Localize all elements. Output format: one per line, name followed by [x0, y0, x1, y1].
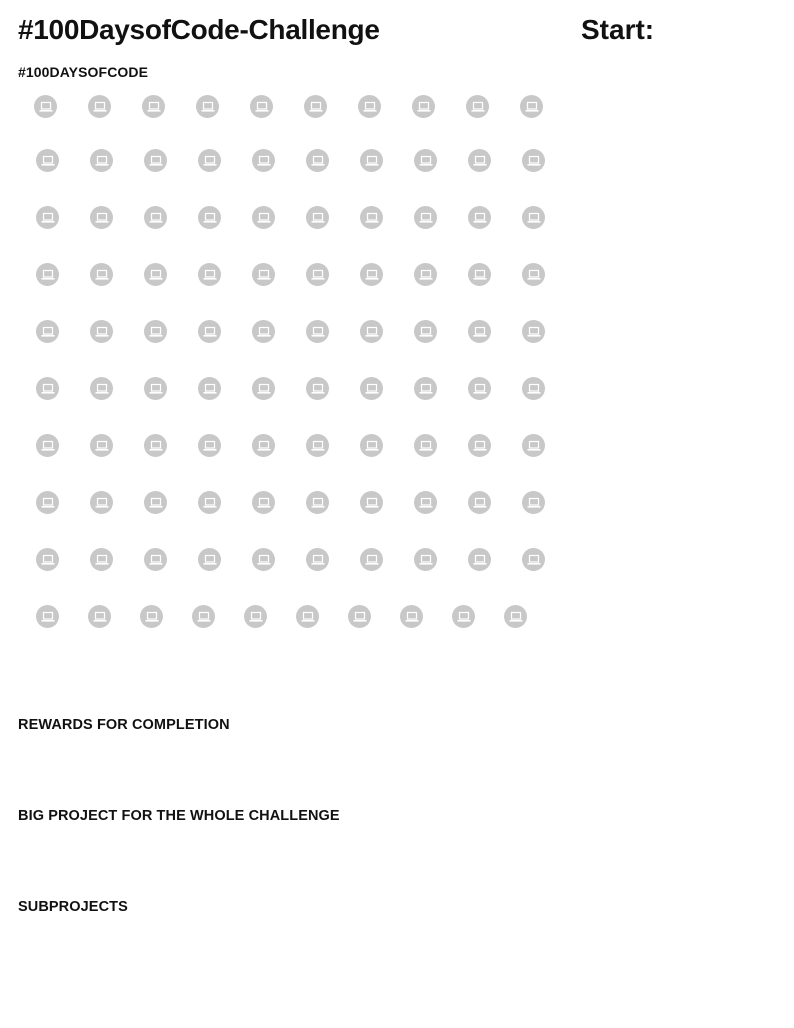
laptop-icon [41, 611, 55, 623]
day-checkbox[interactable] [90, 548, 113, 571]
laptop-icon [365, 554, 379, 566]
laptop-icon [473, 269, 487, 281]
day-checkbox[interactable] [414, 434, 437, 457]
day-checkbox[interactable] [414, 320, 437, 343]
day-checkbox[interactable] [36, 548, 59, 571]
laptop-icon [249, 611, 263, 623]
laptop-icon [257, 155, 271, 167]
laptop-icon [145, 611, 159, 623]
day-checkbox[interactable] [466, 95, 489, 118]
laptop-icon [203, 326, 217, 338]
laptop-icon [473, 383, 487, 395]
laptop-icon [311, 326, 325, 338]
day-checkbox[interactable] [198, 491, 221, 514]
laptop-icon [311, 269, 325, 281]
laptop-icon [149, 269, 163, 281]
day-checkbox[interactable] [522, 377, 545, 400]
day-checkbox[interactable] [252, 320, 275, 343]
laptop-icon [473, 497, 487, 509]
laptop-icon [311, 383, 325, 395]
laptop-icon [419, 269, 433, 281]
day-checkbox[interactable] [36, 377, 59, 400]
laptop-icon [149, 383, 163, 395]
day-checkbox[interactable] [306, 149, 329, 172]
laptop-icon [365, 326, 379, 338]
laptop-icon [147, 101, 161, 113]
laptop-icon [365, 383, 379, 395]
day-checkbox[interactable] [144, 206, 167, 229]
laptop-icon [149, 326, 163, 338]
day-checkbox[interactable] [198, 377, 221, 400]
day-checkbox[interactable] [296, 605, 319, 628]
laptop-icon [257, 212, 271, 224]
laptop-icon [365, 155, 379, 167]
day-checkbox[interactable] [144, 149, 167, 172]
laptop-icon [41, 326, 55, 338]
day-checkbox[interactable] [34, 95, 57, 118]
day-checkbox[interactable] [90, 263, 113, 286]
laptop-icon [419, 554, 433, 566]
laptop-icon [257, 554, 271, 566]
laptop-icon [41, 440, 55, 452]
laptop-icon [419, 440, 433, 452]
laptop-icon [301, 611, 315, 623]
day-checkbox[interactable] [306, 206, 329, 229]
laptop-icon [419, 326, 433, 338]
laptop-icon [419, 212, 433, 224]
day-checkbox[interactable] [140, 605, 163, 628]
day-checkbox[interactable] [414, 149, 437, 172]
subprojects-heading: SUBPROJECTS [18, 899, 128, 915]
day-checkbox[interactable] [522, 434, 545, 457]
day-checkbox[interactable] [468, 206, 491, 229]
day-checkbox[interactable] [452, 605, 475, 628]
laptop-icon [41, 383, 55, 395]
day-checkbox[interactable] [468, 149, 491, 172]
day-checkbox[interactable] [196, 95, 219, 118]
laptop-icon [95, 212, 109, 224]
day-checkbox[interactable] [468, 434, 491, 457]
laptop-icon [95, 383, 109, 395]
day-checkbox[interactable] [252, 377, 275, 400]
laptop-icon [527, 326, 541, 338]
laptop-icon [311, 497, 325, 509]
day-checkbox[interactable] [144, 263, 167, 286]
day-checkbox[interactable] [360, 491, 383, 514]
laptop-icon [41, 554, 55, 566]
laptop-icon [257, 269, 271, 281]
laptop-icon [257, 497, 271, 509]
laptop-icon [41, 212, 55, 224]
laptop-icon [525, 101, 539, 113]
laptop-icon [95, 497, 109, 509]
day-checkbox[interactable] [90, 206, 113, 229]
laptop-icon [203, 155, 217, 167]
laptop-icon [203, 497, 217, 509]
day-checkbox[interactable] [468, 320, 491, 343]
laptop-icon [149, 497, 163, 509]
day-checkbox[interactable] [306, 263, 329, 286]
day-checkbox[interactable] [36, 491, 59, 514]
laptop-icon [149, 212, 163, 224]
day-checkbox[interactable] [198, 548, 221, 571]
tracker-label: #100DAYSOFCODE [18, 64, 149, 80]
day-checkbox[interactable] [306, 491, 329, 514]
day-checkbox[interactable] [520, 95, 543, 118]
day-checkbox[interactable] [360, 548, 383, 571]
laptop-icon [419, 383, 433, 395]
day-checkbox[interactable] [360, 149, 383, 172]
laptop-icon [365, 497, 379, 509]
laptop-icon [255, 101, 269, 113]
day-checkbox[interactable] [400, 605, 423, 628]
day-checkbox[interactable] [306, 320, 329, 343]
laptop-icon [473, 554, 487, 566]
day-checkbox[interactable] [142, 95, 165, 118]
laptop-icon [527, 440, 541, 452]
laptop-icon [203, 383, 217, 395]
day-checkbox[interactable] [36, 263, 59, 286]
day-checkbox[interactable] [414, 263, 437, 286]
day-checkbox[interactable] [244, 605, 267, 628]
big-project-heading: BIG PROJECT FOR THE WHOLE CHALLENGE [18, 808, 340, 824]
laptop-icon [95, 440, 109, 452]
laptop-icon [93, 611, 107, 623]
day-checkbox[interactable] [144, 548, 167, 571]
laptop-icon [363, 101, 377, 113]
day-checkbox[interactable] [360, 320, 383, 343]
day-checkbox[interactable] [198, 149, 221, 172]
laptop-icon [527, 554, 541, 566]
day-checkbox[interactable] [250, 95, 273, 118]
day-checkbox[interactable] [522, 548, 545, 571]
day-checkbox[interactable] [360, 434, 383, 457]
laptop-icon [471, 101, 485, 113]
day-checkbox[interactable] [88, 605, 111, 628]
day-checkbox[interactable] [36, 434, 59, 457]
day-checkbox[interactable] [522, 263, 545, 286]
day-checkbox[interactable] [304, 95, 327, 118]
day-checkbox[interactable] [198, 434, 221, 457]
day-checkbox[interactable] [252, 491, 275, 514]
day-checkbox[interactable] [414, 548, 437, 571]
laptop-icon [527, 269, 541, 281]
day-checkbox[interactable] [522, 491, 545, 514]
laptop-icon [365, 212, 379, 224]
day-checkbox[interactable] [88, 95, 111, 118]
laptop-icon [417, 101, 431, 113]
laptop-icon [95, 155, 109, 167]
laptop-icon [41, 269, 55, 281]
laptop-icon [311, 554, 325, 566]
day-checkbox[interactable] [504, 605, 527, 628]
laptop-icon [203, 212, 217, 224]
day-checkbox[interactable] [36, 320, 59, 343]
laptop-icon [257, 440, 271, 452]
laptop-icon [93, 101, 107, 113]
laptop-icon [419, 155, 433, 167]
laptop-icon [309, 101, 323, 113]
laptop-icon [473, 440, 487, 452]
laptop-icon [41, 155, 55, 167]
day-checkbox[interactable] [360, 263, 383, 286]
day-checkbox[interactable] [360, 377, 383, 400]
laptop-icon [41, 497, 55, 509]
laptop-icon [365, 269, 379, 281]
laptop-icon [257, 326, 271, 338]
day-checkbox[interactable] [36, 605, 59, 628]
laptop-icon [311, 212, 325, 224]
laptop-icon [203, 269, 217, 281]
laptop-icon [95, 326, 109, 338]
day-checkbox[interactable] [90, 434, 113, 457]
laptop-icon [149, 554, 163, 566]
laptop-icon [201, 101, 215, 113]
laptop-icon [311, 440, 325, 452]
day-checkbox[interactable] [144, 434, 167, 457]
day-checkbox[interactable] [522, 206, 545, 229]
laptop-icon [149, 440, 163, 452]
day-checkbox[interactable] [414, 206, 437, 229]
day-checkbox[interactable] [412, 95, 435, 118]
start-date-label: Start: [581, 14, 655, 45]
day-checkbox[interactable] [198, 263, 221, 286]
laptop-icon [473, 326, 487, 338]
day-checkbox[interactable] [414, 377, 437, 400]
day-checkbox[interactable] [522, 149, 545, 172]
day-checkbox[interactable] [252, 434, 275, 457]
day-checkbox[interactable] [90, 320, 113, 343]
laptop-icon [197, 611, 211, 623]
day-checkbox[interactable] [360, 206, 383, 229]
day-checkbox[interactable] [198, 206, 221, 229]
day-checkbox[interactable] [306, 377, 329, 400]
day-checkbox[interactable] [90, 149, 113, 172]
day-checkbox[interactable] [144, 377, 167, 400]
laptop-icon [203, 440, 217, 452]
laptop-icon [473, 212, 487, 224]
day-checkbox[interactable] [306, 434, 329, 457]
day-checkbox[interactable] [252, 149, 275, 172]
day-checkbox[interactable] [144, 491, 167, 514]
laptop-icon [527, 383, 541, 395]
day-checkbox[interactable] [522, 320, 545, 343]
day-checkbox[interactable] [144, 320, 167, 343]
day-checkbox[interactable] [252, 263, 275, 286]
laptop-icon [149, 155, 163, 167]
laptop-icon [365, 440, 379, 452]
day-checkbox[interactable] [36, 206, 59, 229]
day-checkbox[interactable] [198, 320, 221, 343]
laptop-icon [419, 497, 433, 509]
day-checkbox[interactable] [36, 149, 59, 172]
day-checkbox[interactable] [192, 605, 215, 628]
day-checkbox[interactable] [468, 263, 491, 286]
laptop-icon [405, 611, 419, 623]
day-checkbox[interactable] [90, 377, 113, 400]
day-checkbox[interactable] [252, 206, 275, 229]
laptop-icon [257, 383, 271, 395]
laptop-icon [95, 554, 109, 566]
day-checkbox[interactable] [468, 377, 491, 400]
laptop-icon [95, 269, 109, 281]
day-checkbox[interactable] [414, 491, 437, 514]
laptop-icon [311, 155, 325, 167]
laptop-icon [527, 155, 541, 167]
day-checkbox[interactable] [90, 491, 113, 514]
rewards-heading: REWARDS FOR COMPLETION [18, 717, 230, 733]
page-title: #100DaysofCode-Challenge [18, 14, 380, 45]
laptop-icon [527, 497, 541, 509]
laptop-icon [353, 611, 367, 623]
laptop-icon [473, 155, 487, 167]
day-checkbox[interactable] [306, 548, 329, 571]
day-checkbox[interactable] [358, 95, 381, 118]
day-checkbox[interactable] [252, 548, 275, 571]
day-checkbox[interactable] [468, 548, 491, 571]
laptop-icon [509, 611, 523, 623]
laptop-icon [203, 554, 217, 566]
day-checkbox[interactable] [468, 491, 491, 514]
laptop-icon [527, 212, 541, 224]
laptop-icon [39, 101, 53, 113]
day-checkbox[interactable] [348, 605, 371, 628]
laptop-icon [457, 611, 471, 623]
